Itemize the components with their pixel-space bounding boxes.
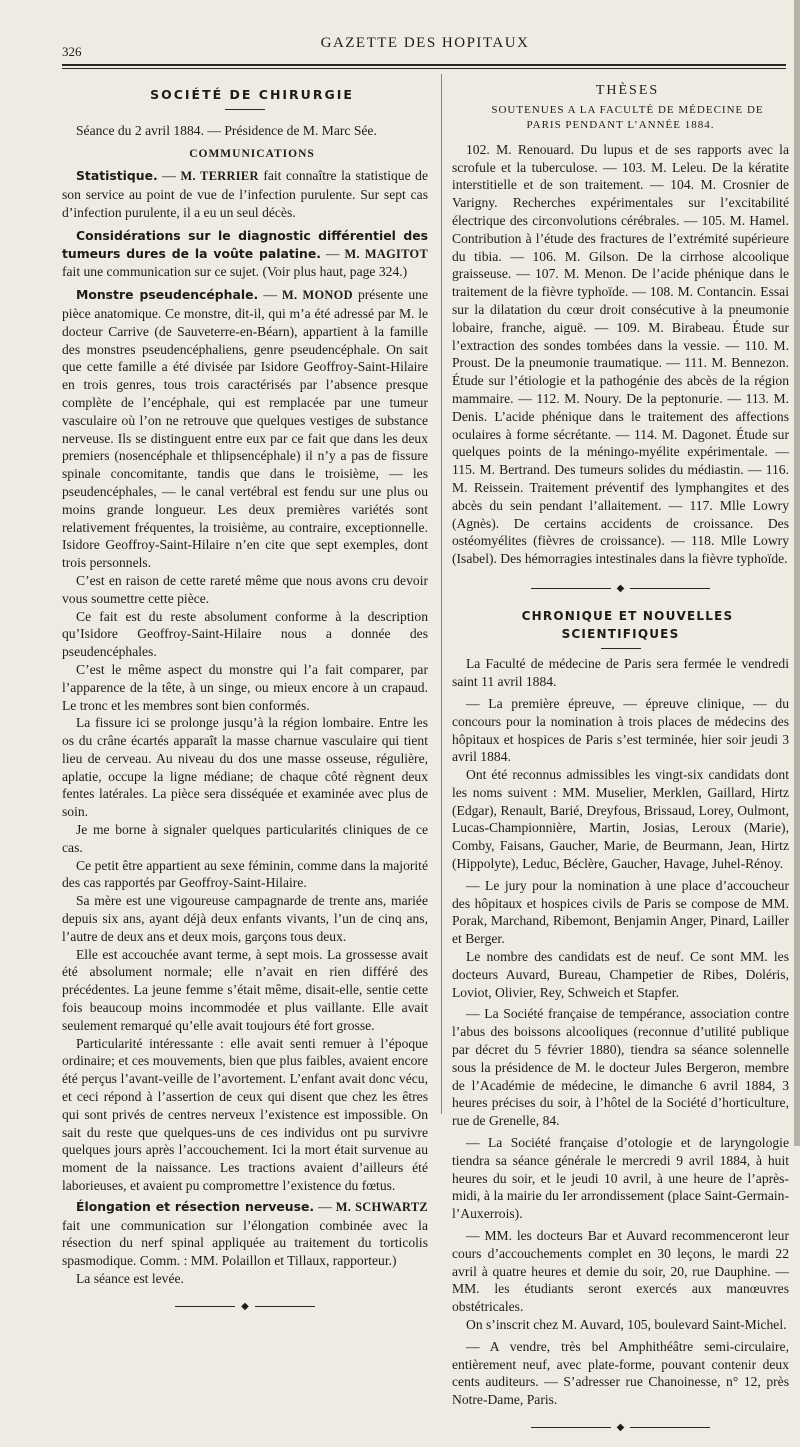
column-divider (441, 74, 442, 1114)
monstre-lead: Monstre pseudencéphale. (76, 287, 259, 303)
monstre-speaker: M. MONOD (282, 288, 353, 303)
section-ornament (62, 1298, 428, 1316)
header-rule-thin (62, 68, 786, 69)
title-rule (601, 648, 641, 649)
body-paragraph: Ce fait est du reste absolument conforme à la description qu’Isidore Geoffroy-Saint-Hilaire nous a donnée des pseudencéphales. (62, 608, 428, 660)
considerations-speaker: M. MAGITOT (344, 246, 429, 261)
ornament-icon: ◆ (241, 1300, 249, 1312)
news-paragraph: La Faculté de médecine de Paris sera fermée le vendredi saint 11 avril 1884. (452, 656, 789, 690)
elongation-text: fait une communication sur l’élongation combinée avec la résection du nerf spinal appliquée au traitement du torticolis spasmodique. Comm. : MM. Polaillon et Tillaux, rapporteur.) (62, 1217, 428, 1269)
considerations-text: fait une communication sur ce sujet. (Voir plus haut, page 324.) (62, 264, 408, 280)
body-paragraph: Elle est accouchée avant terme, à sept mois. La grossesse avait été absolument normale; elle n’avait en rien différé des précédentes. La jeune femme s’était même, disait-elle, sentie cette fois beaucoup moins incommodée et plus vaillante. Elle avait seulement remarqué qu’elle avait toujours été fort grosse. (62, 946, 428, 1033)
body-paragraph: Ce petit être appartient au sexe féminin, comme dans la majorité des cas rapportés par Geoffroy-Saint-Hilaire. (62, 857, 428, 891)
statistique-speaker: M. TERRIER (180, 169, 259, 184)
monstre-text: présente une pièce anatomique. Ce monstre, dit-il, qui m’a été adressé par M. le docteur Carrive (de Sauveterre-en-Béarn), appartient à la famille des monstres pseudencéphaliens, genre pseudencéphale. On sait que cette famille a été divisée par Isidore Geoffroy-Saint-Hilaire en trois genres, tous trois caractérisés par l’absence presque complète de l’encéphale, qui est remplacée par une tumeur vasculaire où l’on ne retrouve que quelques vestiges de substance nerveuse. Ils se distinguent entre eux par ce fait que dans les deux premiers (nosencéphale et thlipsencéphale) il n’y a pas de fissure spinale concomitante, tandis que dans le troisième, — les pseudencéphales, — le canal vertébral est fendu sur une plus ou moins grande longueur. Les deux premières variétés sont relativement fréquentes, la troisième, au contraire, exceptionnelle. Isidore Geoffroy-Saint-Hilaire n’en cite que sept exemples, dont trois personnels. (62, 287, 428, 571)
body-paragraph: Particularité intéressante : elle avait senti remuer à l’époque ordinaire; et ces mouvements, bien que plus faibles, avaient encore été perçus l’avant-veille de l’avortement. L’enfant avait donc vécu, et ceci répond à l’assertion de ceux qui disent que chez les êtres qui sont privés de centres nerveux l’existence est impossible. On sait du reste que quelques-uns de ces individus ont pu survivre quelques jours après l’accouchement. Ici la mort était survenue au moment de la naissance. Les tractions avaient d’ailleurs été laborieuses, et avaient pu compromettre l’existence du fœtus. (62, 1035, 428, 1194)
body-paragraph: La fissure ici se prolonge jusqu’à la région lombaire. Entre les os du crâne écartés apparaît la masse charnue vasculaire qui tient lieu de cerveau. Au niveau du dos une masse osseuse, régulière, aplatie, occupe la ligne médiane; de chaque côté règnent deux fentes latérales. La pièce sera disséquée et examinée avec plus de soin. (62, 715, 428, 820)
news-paragraph: — La Société française d’otologie et de laryngologie tiendra sa séance générale le mercredi 9 avril 1884, à huit heures du soir, et le jeudi 10 avril, à une heure de l’après-midi, à la mairie du Ier arrondissement (place Saint-Germain-l’Auxerrois). (452, 1135, 789, 1222)
page-number: 326 (62, 44, 82, 59)
chronique-ornament (452, 580, 789, 598)
body-paragraph: Je me borne à signaler quelques particularités cliniques de ce cas. (62, 822, 428, 855)
news-paragraph: Ont été reconnus admissibles les vingt-six candidats dont les noms suivent : MM. Muselier, Merklen, Gaillard, Hirtz (Edgar), Renault, Barié, Dreyfous, Brissaud, Lorey, Oulmont, Lucas-Championnière, Martin, Josias, Leroux (Marie), Comby, Faisans, Gaucher, Marie, de Beurmann, Jean, Hirtz (Hippolyte), Leduc, Béclère, Gaucher, Havage, Juhel-Rénoy. (452, 767, 789, 872)
body-paragraph: C’est en raison de cette rareté même que nous avons cru devoir vous soumettre cette pièce. (62, 572, 428, 606)
body-paragraph: Sa mère est une vigoureuse campagnarde de trente ans, mariée depuis six ans, ayant déjà deux enfants vivants, l’un de cinq ans, l’autre de deux ans et deux mois, garçons tous deux. (62, 893, 428, 944)
news-paragraph: — Le jury pour la nomination à une place d’accoucheur des hôpitaux et hospices civils de Paris se compose de MM. Porak, Marchand, Ribemont, Benjamin Anger, Pinard, Lailler et Berger. (452, 877, 789, 947)
elongation-lead: Élongation et résection nerveuse. (76, 1198, 315, 1214)
section-title-chronique: CHRONIQUE ET NOUVELLES SCIENTIFIQUES (521, 608, 734, 641)
end-ornament (452, 1419, 789, 1437)
statistique-text: fait connaître la statistique de son service au point de vue de l’infection purulente. Sur sept cas d’infection purulente, il a eu un seul décès. (62, 168, 428, 220)
news-paragraph: — MM. les docteurs Bar et Auvard recommenceront leur cours d’accouchements complet en 30 leçons, le mardi 22 avril à quatre heures et demie du soir, 20, rue Dauphine. — MM. les étudiants seront exercés aux manœuvres obstétricales. (452, 1228, 789, 1315)
theses-list: 102. M. Renouard. Du lupus et de ses rapports avec la scrofule et la tuberculose. — 103. M. Leleu. De la kératite interstitielle et de son traitement. — 104. M. Crosnier de Varigny. Recherches expérimentales sur l’excitabilité électrique des circonvolutions cérébrales. — 105. M. Hamel. Contribution à l’étude des fractures de l’extrémité supérieure du tibia. — 106. M. Gilson. De la cirrhose alcoolique graisseuse. — 107. M. Menon. De l’acide phénique dans le traitement de la fièvre typhoïde. — 108. M. Contancin. Essai sur la dilatation du cœur droit consécutive à la pneumonie lobaire, franche, aiguë. — 109. M. Birabeau. Étude sur l’extraction des sondes tombées dans la vessie. — 110. M. Proust. De la pneumonie traumatique. — 111. M. Bennezon. Étude sur l’étiologie et la pathogénie des abcès de la région mammaire. — 112. M. Noury. De la peptonurie. — 113. M. Denis. L’acide phénique dans le traitement des affections oculaires à forme sécrétante. — 114. M. Dagonet. Étude sur quelques points de la méningo-myélite expérimentale. — 115. M. Bertrand. Des tumeurs solides du médiastin. — 116. M. Reissein. Traitement préventif des lymphangites et des abcès du sein pendant l’allaitement. — 117. Mlle Lowry (Agnès). De certains accidents de croissance. Des ostéomyélites (fièvres de croissance). — 118. Mlle Lowry (Isabel). Des hémorragies intestinales dans la fièvre typhoïde. (452, 141, 789, 567)
elongation-speaker: M. SCHWARTZ (335, 1199, 428, 1214)
news-paragraph: — A vendre, très bel Amphithéâtre semi-circulaire, entièrement neuf, avec plate-forme, pouvant contenir deux cents auditeurs. — S’adresser rue Chanoinesse, n° 12, près Notre-Dame, Paris. (452, 1338, 789, 1408)
statistique-lead: Statistique. (76, 168, 158, 184)
considerations-lead: Considérations sur le diagnostic différentiel des tumeurs dures de la voûte palatine. (62, 227, 428, 261)
considerations-paragraph: Considérations sur le diagnostic différentiel des tumeurs dures de la voûte palatine. — M. MAGITOT fait une communication sur ce sujet. (Voir plus haut, page 324.) (62, 227, 429, 280)
theses-title: THÈSES (595, 83, 660, 98)
ornament-icon: ◆ (616, 582, 625, 594)
page-edge (794, 0, 800, 1146)
news-paragraph: — La Société française de tempérance, association contre l’abus des boissons alcooliques (reconnue d’utilité publique par décret du 5 février 1880), tiendra sa séance solennelle sous la présidence de M. le docteur Jules Bergeron, membre de l’Académie de médecine, le dimanche 6 avril 1884, 3 heures précises du soir, à l’hôtel de la Société d’horticulture, rue de Grenelle, 84. (452, 1006, 789, 1129)
elongation-paragraph: Élongation et résection nerveuse. — M. SCHWARTZ fait une communication sur l’élongation combinée avec la résection du nerf spinal appliquée au traitement du torticolis spasmodique. Comm. : MM. Polaillon et Tillaux, rapporteur.) (62, 1198, 428, 1269)
header-rule (62, 64, 786, 66)
statistique-paragraph: Statistique. — M. TERRIER fait connaître la statistique de son service au point de vue de l’infection purulente. Sur sept cas d’infection purulente, il a eu un seul décès. (62, 168, 428, 220)
title-rule (225, 109, 265, 110)
news-paragraph: On s’inscrit chez M. Auvard, 105, boulevard Saint-Michel. (466, 1317, 787, 1332)
communications-heading: COMMUNICATIONS (189, 147, 315, 160)
body-paragraph: C’est le même aspect du monstre qui l’a fait comparer, par l’apparence de la tête, à un singe, ou mieux encore à un crapaud. Le tronc et les membres sont bien conformés. (62, 661, 428, 713)
left-column (62, 82, 428, 1326)
closing-line: La séance est levée. (76, 1271, 184, 1286)
session-line: Séance du 2 avril 1884. — Présidence de M. Marc Sée. (76, 122, 377, 138)
ornament-icon: ◆ (616, 1421, 625, 1433)
monstre-paragraph: Monstre pseudencéphale. — M. MONOD présente une pièce anatomique. Ce monstre, dit-il, qui m’a été adressé par M. le docteur Carrive (de Sauveterre-en-Béarn), appartient à la famille des monstres pseudencéphaliens, genre pseudencéphale. On sait que cette famille a été divisée par Isidore Geoffroy-Saint-Hilaire en trois genres, tous trois caractérisés par l’absence presque complète de l’encéphale, qui est remplacée par une tumeur vasculaire où l’on ne retrouve que quelques vestiges de substance nerveuse. Ils se distinguent entre eux par ce fait que dans les deux premiers (nosencéphale et thlipsencéphale) il n’y a pas de fissure spinale concomitante, tandis que dans le troisième, — les pseudencéphales, — le canal vertébral est fendu sur une plus ou moins grande longueur. Les deux premières variétés sont relativement fréquentes, la troisième, au contraire, exceptionnelle. Isidore Geoffroy-Saint-Hilaire n’en cite que sept exemples, dont trois personnels. (62, 287, 428, 571)
right-column (452, 82, 789, 1447)
news-paragraph: — La première épreuve, — épreuve clinique, — du concours pour la nomination à trois places de médecins des hôpitaux et hospices de Paris s’est terminée, hier soir jeudi 3 avril 1884. (452, 695, 789, 765)
running-title: GAZETTE DES HOPITAUX (320, 35, 530, 51)
theses-subtitle: SOUTENUES A LA FACULTÉ DE MÉDECINE DE PARIS PENDANT L’ANNÉE 1884. (491, 103, 764, 131)
section-title-societe: SOCIÉTÉ DE CHIRURGIE (150, 87, 354, 102)
news-paragraph: Le nombre des candidats est de neuf. Ce sont MM. les docteurs Auvard, Bureau, Champetier de Ribes, Doléris, Loviot, Olivier, Rey, Schweich et Stapfer. (452, 949, 789, 1000)
